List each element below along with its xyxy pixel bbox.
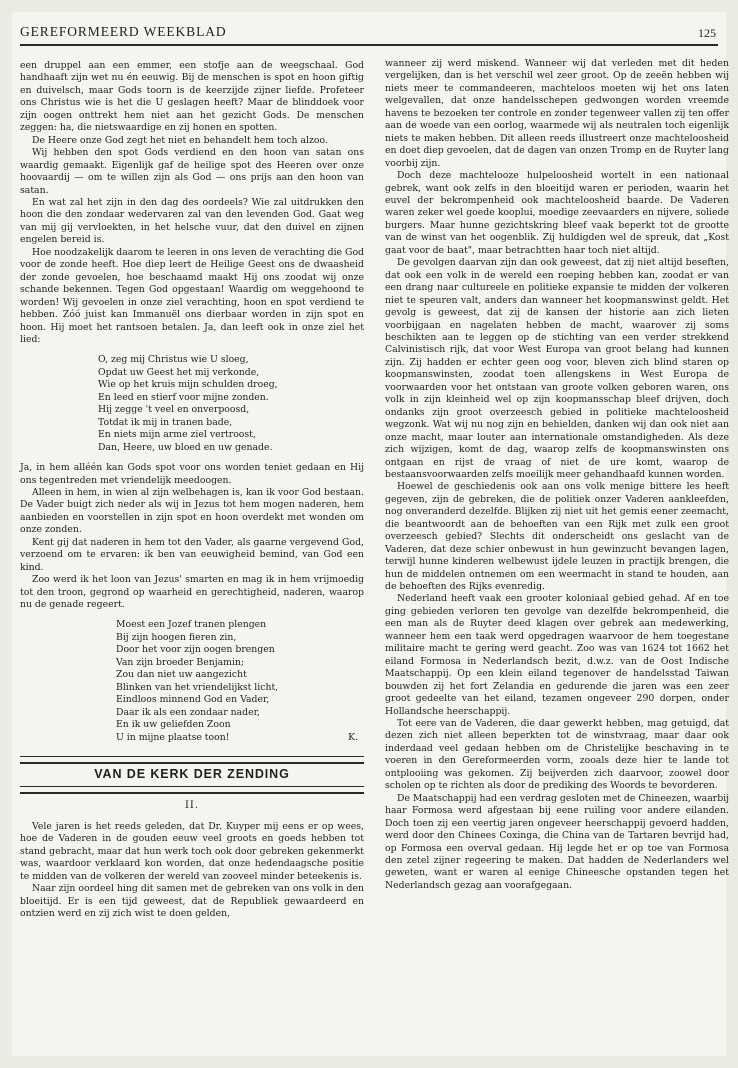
- paragraph: De Maatschappij had een verdrag gesloten met de Chineezen, waarbij haar Formosa werd afgestaan bij eene ruiling voor andere eilanden. Doch toen zij een veertig jaren ongeveer heerschappij gevoerd hadden, werd door den Chinees Coxinga, die China van de Tartaren bevrijd had, op Formosa een overval gedaan. Hij legde het er op toe van Formosa den zetel zijner regeering te maken. Dat hadden de Nederlanders wel geweten, want er waren al eenige Chineesche opstanden tegen het Nederlandsch gezag aan voorafgegaan.: [385, 792, 729, 891]
- poem-line: Blinken van het vriendelijkst licht,: [116, 681, 279, 693]
- poem-line: Eindloos minnend God en Vader,: [116, 694, 270, 706]
- left-column: [20, 60, 364, 921]
- paragraph: Wij hebben den spot Gods verdiend en den hoon van satan ons waardig gemaakt. Eigenlijk gaf de heilige spot des Heeren over onze hoovaardij — om te willen zijn als God — ons prijs aan den hoon van satan.: [20, 147, 364, 196]
- poem-line: Moest een Jozef tranen plengen: [116, 619, 267, 631]
- paragraph: Nederland heeft vaak een grooter koloniaal gebied gehad. Af en toe ging gebieden verloren ten gevolge van dezelfde bekrompenheid, die een man als de Ruyter deed klagen over gebrek aan medewerking, wanneer hem een taak werd opgedragen waarvoor de hem toegestane militaire macht te gering werd geacht. Zoo was van 1624 tot 1662 het eiland Formosa in Nederlandsch bezit, d.w.z. van de Oost Indische Maatschappij. Op een klein eiland tegenover de handelsstad Taiwan bouwden zij het fort Zelandia en gedurende die jaren was een zeer groot gedeelte van het eiland, tezamen ongeveer 290 dorpen, onder Hollandsche heerschappij.: [385, 593, 729, 717]
- poem-line: En leed en stierf voor mijne zonden.: [98, 391, 269, 403]
- poem-line: Wie op het kruis mijn schulden droeg,: [98, 379, 278, 391]
- double-rule: [20, 756, 364, 764]
- poem-line: Opdat uw Geest het mij verkonde,: [98, 366, 260, 378]
- paragraph: Kent gij dat naderen in hem tot den Vader, als gaarne vergevend God, verzoend om te ervaren: ik ben van eeuwigheid bemind, van God een kind.: [20, 536, 364, 573]
- paragraph: Naar zijn oordeel hing dit samen met de gebreken van ons volk in den bloeitijd. Er is een tijd geweest, dat de Republiek gewaardeerd en ontzien werd en zij zich wist te doen gelden,: [20, 883, 364, 920]
- paragraph: Doch deze machtelooze hulpeloosheid wortelt in een nationaal gebrek, want ook zelfs in den bloeitijd waren er perioden, waarin het euvel der bekrompenheid ook machteloosheid baarde. De Vaderen waren zeker wel goede kooplui, moedige zeevaarders en nijvere, soliede burgers. Maar hunne gezichtskring bleef vaak beperkt tot de grootte van de winst van het oogenblik. Zij huldigden wel de spreuk, dat „Kost gaat voor de baat", maar betrachtten haar toch niet altijd.: [385, 170, 729, 256]
- poem-line: En ik uw geliefden Zoon: [116, 719, 231, 731]
- page-header: [20, 18, 718, 46]
- poem-line: Hij zegge 't veel en onverpoosd,: [98, 404, 250, 416]
- right-column: [385, 58, 729, 892]
- paragraph: Zoo werd ik het loon van Jezus' smarten en mag ik in hem vrijmoedig tot den troon, gegrond op waarheid en gerechtigheid, naderen, waarop nu de genade regeert.: [20, 574, 364, 611]
- poem-line: En niets mijn arme ziel vertroost,: [98, 429, 256, 441]
- page-number: 125: [698, 26, 716, 40]
- paragraph: een druppel aan een emmer, een stofje aan de weegschaal. God handhaaft zijn wet nu én eeuwig. Bij de menschen is spot en hoon giftig en duivelsch, maar Gods toorn is de keerzijde zijner liefde. Profeteer ons Christus wie is het die U geslagen heeft? Maar de blinddoek voor zijn oogen onttrekt hem niet aan het gezicht Gods. De menschen zeggen: ha, die nietswaardige en zij honen en spotten.: [20, 60, 364, 134]
- paragraph: Tot eere van de Vaderen, die daar gewerkt hebben, mag getuigd, dat dezen zich niet alleen beperkten tot de winstvraag, maar daar ook inderdaad veel gedaan hebben om de Christelijke beschaving in te voeren in den Gereformeerden vorm, zooals deze hier te lande tot ontplooiing was gekomen. Zij beijverden zich daarvoor, zoowel door scholen op te richten als door de prediking des Woords te bevorderen.: [385, 718, 729, 792]
- poem-line: Zou dan niet uw aangezicht: [116, 669, 247, 681]
- section-number: II.: [184, 800, 200, 812]
- publication-title: GEREFORMEERD WEEKBLAD: [20, 24, 227, 39]
- poem-stanza-2: [116, 619, 364, 744]
- section-title: VAN DE KERK DER ZENDING: [94, 767, 290, 782]
- poem-line: Bij zijn hoogen fieren zin,: [116, 631, 237, 643]
- poem-line: Door het voor zijn oogen brengen: [116, 644, 275, 656]
- poem-line: Totdat ik mij in tranen bade,: [98, 416, 233, 428]
- paragraph: Hoe noodzakelijk daarom te leeren in ons leven de verachting die God voor de zonde heeft. Hoe diep leert de Heilige Geest ons de dwaasheid der zonde gevoelen, hoe beschaamd maakt Hij ons zoodat wij onze schande bekennen. Tegen God opgestaan! Waardig om weggehoond te worden! Wij gevoelen in onze ziel verachting, hoon en spot verdiend te hebben. Zóó juist kan Immanuël ons dierbaar worden in zijn spot en hoon. Hij moet het rantsoen betalen. Ja, dan leeft ook in onze ziel het lied:: [20, 246, 364, 345]
- paragraph: Vele jaren is het reeds geleden, dat Dr. Kuyper mij eens er op wees, hoe de Vaderen in de gouden eeuw veel groots en goeds hebben tot stand gebracht, maar dat hun werk toch ook door gebreken gekenmerkt was, waardoor verklaard kon worden, dat onze hedendaagsche positie te midden van de volkeren der wereld van zooveel minder beteekenis is.: [20, 820, 364, 882]
- paragraph: Alleen in hem, in wien al zijn welbehagen is, kan ik voor God bestaan. De Vader buigt zich neder als wij in Jezus tot hem mogen naderen, hem aanbieden en voorstellen in zijn spot en hoon overdekt met wonden om onze zonden.: [20, 486, 364, 536]
- section-header: [20, 756, 364, 794]
- paragraph: Ja, in hem alléén kan Gods spot voor ons worden teniet gedaan en Hij ons tegentreden met vriendelijk meedoogen.: [20, 462, 364, 486]
- paragraph: En wat zal het zijn in den dag des oordeels? Wie zal uitdrukken den hoon die den zondaar wedervaren zal van den levenden God. Gaat weg van mij gij vervloekten, in het helsche vuur, dat den duivel en zijnen engelen bereid is.: [20, 196, 364, 246]
- double-rule: [20, 786, 364, 794]
- poem-line: U in mijne plaatse toon!: [116, 731, 230, 743]
- paragraph: wanneer zij werd miskend. Wanneer wij dat verleden met dit heden vergelijken, dan is het verschil wel zeer groot. Op de zeeën hebben wij niets meer te commandeeren, machteloos moeten wij het ons laten welgevallen, dat onze handelsschepen gedwongen worden vreemde havens te bezoeken ter controle en zonder tegenweer vallen zij ten offer aan de woede van een oorlog, waarmede wij als neutralen toch eigenlijk niets te maken hebben. Dit alleen reeds illustreert onze machteloosheid en doet diep gevoelen, dat de dagen van onzen Tromp en de Ruyter lang voorbij zijn.: [385, 58, 729, 169]
- paragraph: Hoewel de geschiedenis ook aan ons volk menige bittere les heeft gegeven, zijn de gebreken, die de politiek onzer Vaderen aankleefden, nog onveranderd dezelfde. Blijken zij niet uit het gemis eener zeemacht, die beantwoordt aan de behoeften van een Rijk met zulk een groot overzeesch gebied? Slechts dit onderscheidt ons geslacht van de Vaderen, dat deze schier onbewust in hun gewinzucht bevangen lagen, terwijl hunne kinderen welbewust ijdele leuzen in practijk brengen, die hun de middelen ontnemen om een weermacht in stand te houden, aan de behoeften des Rijks evenredig.: [385, 481, 729, 593]
- poem-stanza-1: [98, 354, 364, 454]
- poem-line: Van zijn broeder Benjamin;: [116, 656, 245, 668]
- poem-line: Daar ik als een zondaar nader,: [116, 706, 260, 718]
- author-signature: K.: [348, 732, 358, 744]
- paragraph: De Heere onze God zegt het niet en behandelt hem toch alzoo.: [32, 134, 328, 146]
- poem-line: Dan, Heere, uw bloed en uw genade.: [98, 441, 273, 453]
- newspaper-page: [12, 12, 729, 1056]
- paragraph: De gevolgen daarvan zijn dan ook geweest, dat zij niet altijd beseften, dat ook een volk in de wereld een roeping hebben kan, zoodat er van een drang naar cultureele en politieke expansie te midden der volkeren niet te speuren valt, anders dan wanneer het koopmanswinst geldt. Het gevolg is geweest, dat zij de kansen der historie aan zich lieten voorbijgaan en nagelaten hebben de macht, waarover zij soms beschikten aan te leggen op de stichting van een verder strekkend Calvinistisch rijk, dat voor West Europa van groot belang had kunnen zijn. Zij hadden er echter geen oog voor, bleven zich blind staren op koopmanswinsten, zoodat toen allengskens in West Europa de voorwaarden voor het ontstaan van groote volken geboren waren, ons volk in zijn kleinheid wel op zijn koopmansschap bleef drijven, doch ondanks zijn groot overzeesch gebied in politieke machteloosheid wegzonk. Wat wij nu nog zijn en behielden, danken wij dan ook niet aan onze macht, maar louter aan internationale omstandigheden. Als deze zich wijzigen, komt de dag, waarop zelfs de koopmanswinsten ons ontgaan en rijst de vraag of niet de ure komt, waarop de bestaansvoorwaarden zelfs moeilijk meer gehandhaafd kunnen worden.: [385, 257, 729, 480]
- poem-line: O, zeg mij Christus wie U sloeg,: [98, 354, 249, 366]
